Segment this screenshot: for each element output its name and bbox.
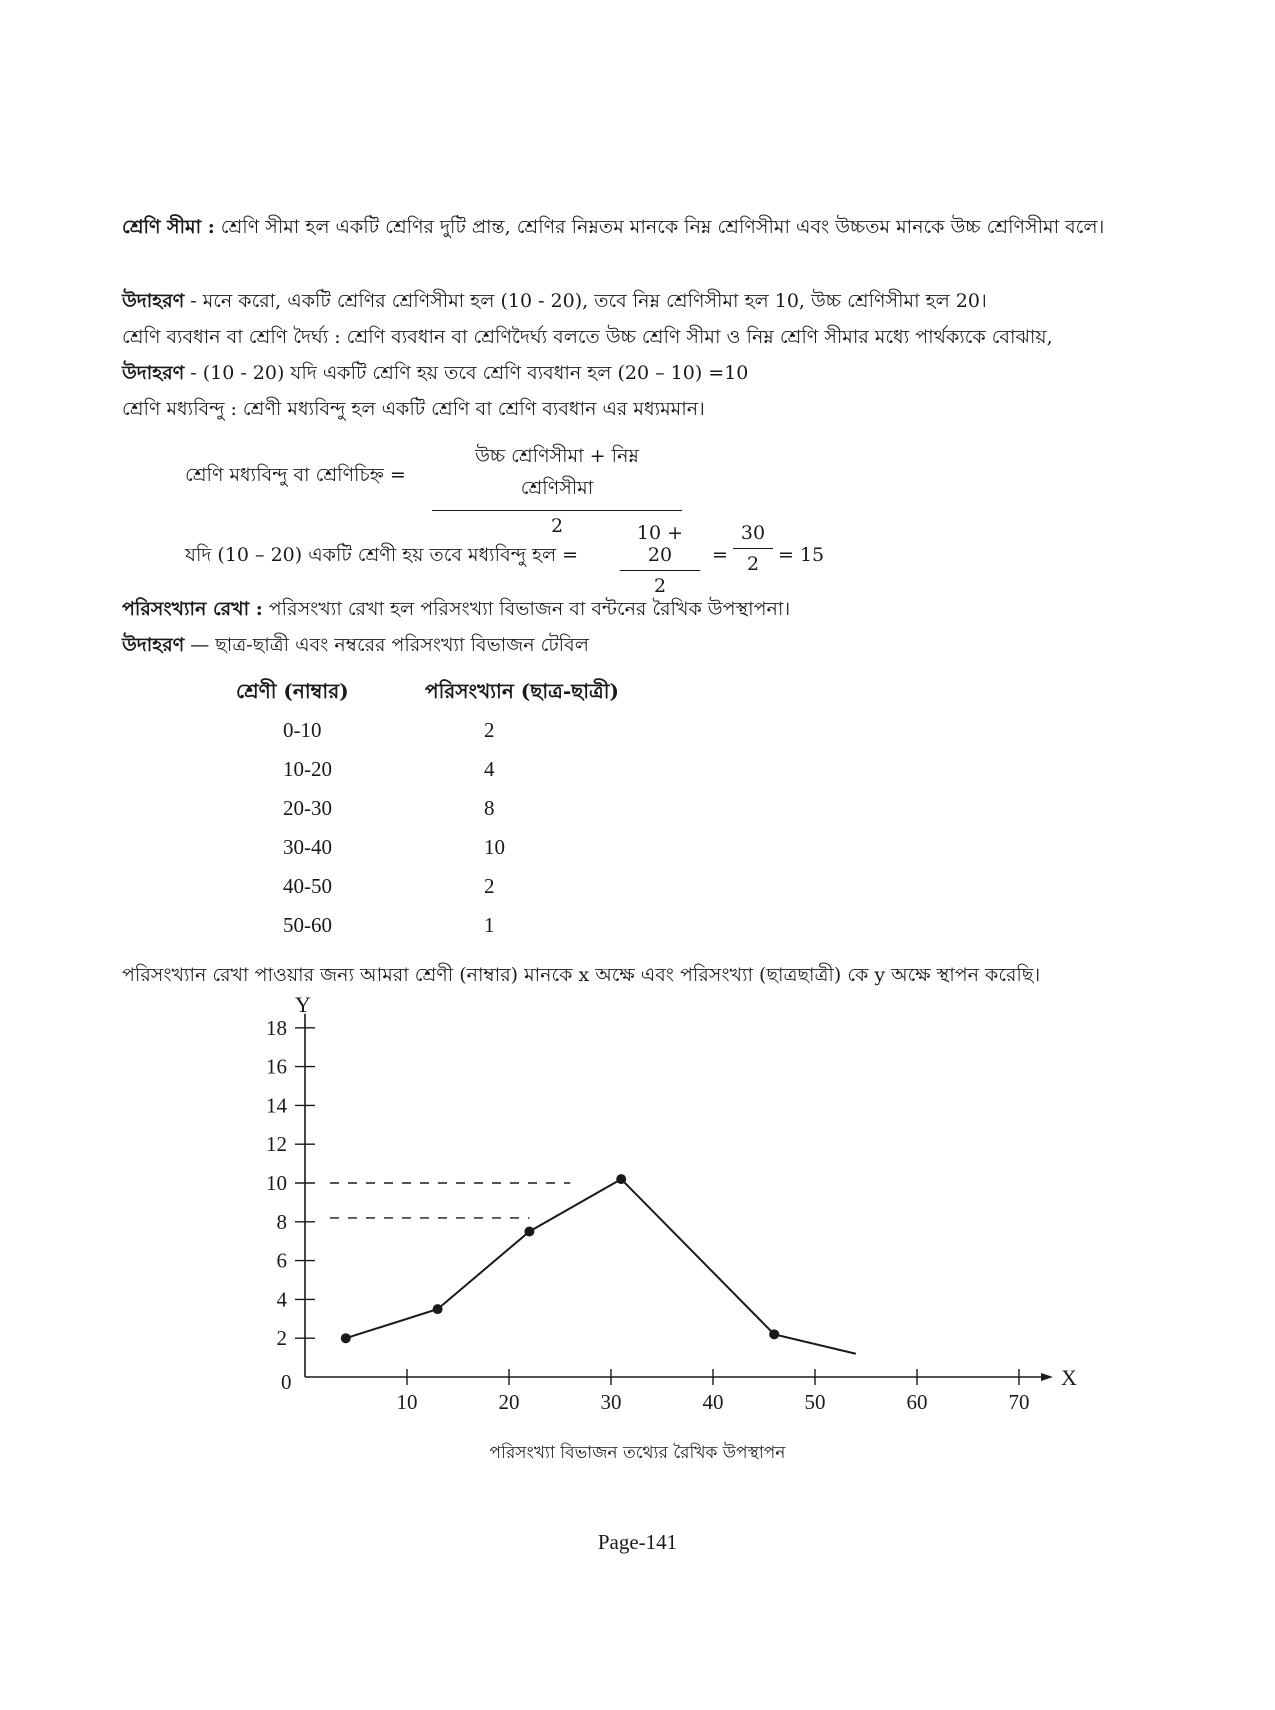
- example-3: [122, 630, 589, 660]
- worked-result: = 15: [778, 544, 825, 566]
- example-1-term: উদাহরণ: [122, 290, 185, 312]
- y-tick-label: 4: [276, 1287, 287, 1312]
- x-axis-arrow: [1041, 1373, 1053, 1381]
- polygon-text: পরিসংখ্যা রেখা হল পরিসংখ্যা বিভাজন বা বন্টনের রৈখিক উপস্থাপনা।: [262, 598, 791, 620]
- table-cell-frequency: 2: [484, 874, 495, 898]
- worked-equals: =: [712, 544, 728, 566]
- x-tick-label: 60: [906, 1390, 928, 1414]
- table-cell-frequency: 1: [484, 913, 495, 937]
- worked-fraction-1: [620, 522, 700, 597]
- formula-lhs: শ্রেণি মধ্যবিন্দু বা শ্রেণিচিহ্ন =: [185, 464, 406, 486]
- table-header-frequency: পরিসংখ্যান (ছাত্র-ছাত্রী): [425, 679, 619, 703]
- worked-fraction-2: [733, 522, 773, 575]
- x-tick-label: 40: [702, 1390, 724, 1414]
- y-tick-label: 12: [266, 1132, 287, 1157]
- y-axis-label: Y: [295, 991, 311, 1017]
- y-tick-label: 8: [276, 1209, 287, 1234]
- x-tick-label: 20: [498, 1390, 520, 1414]
- polygon-term: পরিসংখ্যান রেখা :: [122, 598, 263, 620]
- table-cell-frequency: 2: [484, 718, 495, 742]
- example-1-text: - মনে করো, একটি শ্রেণির শ্রেণিসীমা হল (10 - 20), তবে নিম্ন শ্রেণিসীমা হল 10, উচ্চ শ্রেণিসীমা হল 20।: [184, 290, 987, 312]
- y-tick-label: 6: [276, 1248, 287, 1273]
- x-tick-label: 10: [396, 1390, 418, 1414]
- data-point: [524, 1227, 534, 1237]
- table-cell-frequency: 10: [484, 835, 505, 859]
- table-header-class: শ্রেণী (নাম্বার): [236, 679, 349, 703]
- table-cell-class: 40-50: [283, 874, 332, 898]
- y-tick-label: 18: [266, 1015, 287, 1040]
- worked-fraction-2-den: 2: [746, 553, 760, 575]
- y-tick-label: 16: [266, 1054, 287, 1079]
- frequency-polygon-line: [346, 1179, 856, 1354]
- data-point: [341, 1333, 351, 1343]
- class-interval-definition: শ্রেণি ব্যবধান বা শ্রেণি দৈর্ঘ্য : শ্রেণি ব্যবধান বা শ্রেণিদৈর্ঘ্য বলতে উচ্চ শ্রেণি সীমা ও নিম্ন শ্রেণি সীমার মধ্যে পার্থক্যকে বোঝায়,: [122, 326, 1053, 348]
- data-point: [769, 1329, 779, 1339]
- worked-fraction-1-den: 2: [653, 575, 667, 597]
- table-cell-class: 30-40: [283, 835, 332, 859]
- polygon-definition: [122, 594, 790, 624]
- table-cell-class: 10-20: [283, 757, 332, 781]
- formula-denominator: 2: [550, 515, 564, 537]
- x-tick-label: 50: [804, 1390, 826, 1414]
- formula-numerator: উচ্চ শ্রেণিসীমা + নিম্ন শ্রেণিসীমা: [432, 442, 682, 511]
- plot-note: পরিসংখ্যান রেখা পাওয়ার জন্য আমরা শ্রেণী (নাম্বার) মানকে x অক্ষে এবং পরিসংখ্যা (ছাত্রছাত্রী) কে y অক্ষে স্থাপন করেছি।: [122, 964, 1041, 986]
- origin-label: 0: [281, 1370, 292, 1394]
- midpoint-definition: শ্রেণি মধ্যবিন্দু : শ্রেণী মধ্যবিন্দু হল একটি শ্রেণি বা শ্রেণি ব্যবধান এর মধ্যমমান।: [122, 398, 705, 420]
- worked-lhs: যদি (10 – 20) একটি শ্রেণী হয় তবে মধ্যবিন্দু হল =: [185, 544, 579, 566]
- figure-caption: পরিসংখ্যা বিভাজন তথ্যের রৈখিক উপস্থাপন: [489, 1443, 786, 1463]
- data-point: [433, 1304, 443, 1314]
- example-2: [122, 358, 748, 388]
- x-tick-label: 30: [600, 1390, 622, 1414]
- worked-fraction-2-num: 30: [733, 522, 773, 549]
- class-limit-text: শ্রেণি সীমা হল একটি শ্রেণির দুটি প্রান্ত, শ্রেণির নিম্নতম মানকে নিম্ন শ্রেণিসীমা এবং উচ্চতম মানকে উচ্চ শ্রেণিসীমা বলে।: [214, 216, 1105, 238]
- class-limit-term: শ্রেণি সীমা :: [122, 216, 215, 238]
- table-cell-class: 20-30: [283, 796, 332, 820]
- example-1: [122, 286, 987, 316]
- data-point: [616, 1174, 626, 1184]
- table-cell-frequency: 8: [484, 796, 495, 820]
- example-2-term: উদাহরণ: [122, 362, 185, 384]
- example-2-text: - (10 - 20) যদি একটি শ্রেণি হয় তবে শ্রেণি ব্যবধান হল (20 – 10) =10: [184, 362, 749, 384]
- table-cell-class: 50-60: [283, 913, 332, 937]
- x-tick-label: 70: [1008, 1390, 1030, 1414]
- frequency-polygon-chart: [220, 991, 1080, 1430]
- table-cell-frequency: 4: [484, 757, 495, 781]
- y-tick-label: 2: [276, 1326, 287, 1351]
- example-3-term: উদাহরণ: [122, 634, 185, 656]
- y-tick-label: 14: [266, 1093, 287, 1118]
- example-3-text: — ছাত্র-ছাত্রী এবং নম্বরের পরিসংখ্যা বিভাজন টেবিল: [184, 634, 589, 656]
- table-cell-class: 0-10: [283, 718, 322, 742]
- y-tick-label: 10: [266, 1171, 287, 1195]
- worked-fraction-1-num: 10 + 20: [620, 522, 700, 571]
- class-limit-definition: [122, 212, 1162, 242]
- page-number: Page-141: [597, 1530, 678, 1554]
- x-axis-label: X: [1061, 1365, 1077, 1390]
